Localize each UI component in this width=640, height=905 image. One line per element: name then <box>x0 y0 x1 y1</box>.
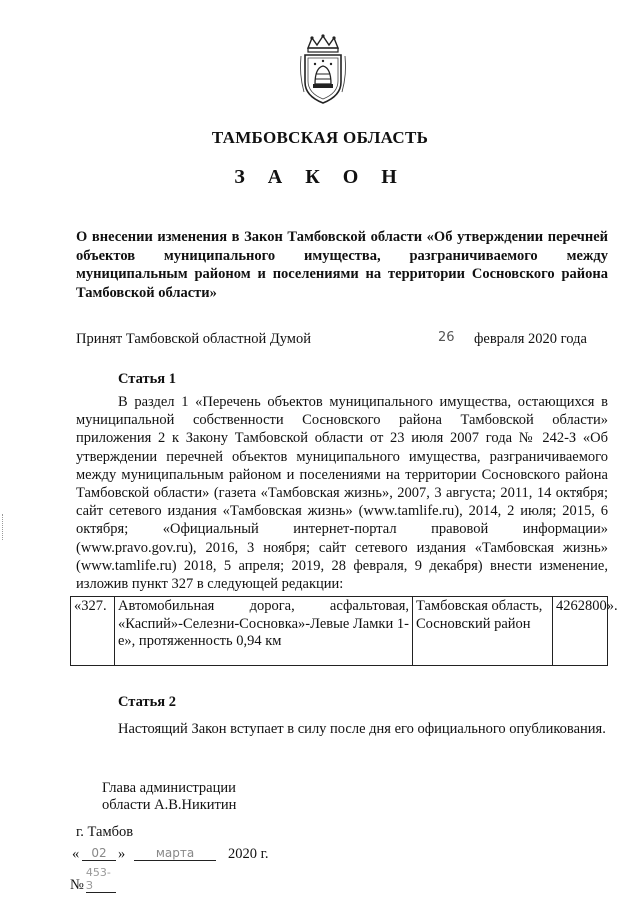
table-cell-location: Тамбовская область, Сосновский район <box>413 597 553 665</box>
region-heading: ТАМБОВСКАЯ ОБЛАСТЬ <box>211 128 429 147</box>
signature-position: Глава администрации <box>102 780 236 796</box>
number-prefix: № <box>70 877 84 893</box>
law-subject-title: О внесении изменения в Закон Тамбовской области «Об утверждении перечней объектов муниципального имущества, разграничиваемого между муниципальным районом и поселениями на территории Сосновского района Тамбовской области» <box>76 229 608 301</box>
margin-scan-marks <box>2 514 6 540</box>
coat-of-arms-emblem <box>298 34 348 106</box>
article-2-text: Настоящий Закон вступает в силу после дня его официального опубликования. <box>118 721 606 737</box>
article-2-title: Статья 2 <box>118 694 176 710</box>
amendment-table <box>70 596 618 666</box>
document-type-heading: З А К О Н <box>234 166 406 188</box>
date-quote-open: « <box>72 846 80 862</box>
table-cell-object: Автомобильная дорога, асфальтовая, «Каспий»-Селезни-Сосновка»-Левые Ламки 1-е», протяженность 0,94 км <box>115 597 413 665</box>
article-1-title: Статья 1 <box>118 371 176 387</box>
table-cell-value: 4262800». <box>556 598 618 614</box>
adoption-date: февраля 2020 года <box>474 331 587 347</box>
table-cell-number: «327. <box>71 597 115 665</box>
law-number: 453-З <box>86 866 116 893</box>
signing-day: 02 <box>82 846 116 861</box>
adopted-by-text: Принят Тамбовской областной Думой <box>76 331 311 347</box>
date-quote-close: » <box>118 846 126 862</box>
adoption-day: 26 <box>438 330 455 345</box>
signature-name: области А.В.Никитин <box>102 797 237 813</box>
place-of-signing: г. Тамбов <box>76 824 134 840</box>
signing-date-line <box>72 846 372 866</box>
signing-year: 2020 г. <box>228 846 269 862</box>
article-1-text: В раздел 1 «Перечень объектов муниципального имущества, остающихся в муниципальной собственности Сосновского района Тамбовской области» приложения 2 к Закону Тамбовской области от 23 июля 2007 года № 242-З «Об утверждении перечней объектов муниципального имущества, разграничиваемого между муниципальным районом и поселениями на территории Сосновского района Тамбовской области» (газета «Тамбовская жизнь», 2007, 3 августа; 2011, 14 октября; сайт сетевого издания «Тамбовская жизнь» (www.tamlife.ru), 2014, 2 июля; 2015, 6 октября; «Официальный интернет-портал правовой информации» (www.pravo.gov.ru), 2016, 3 ноября; сайт сетевого издания «Тамбовская жизнь» (www.tamlife.ru) 2018, 5 апреля; 2019, 28 февраля, 9 декабря) внести изменение, изложив пункт 327 в следующей редакции: <box>76 394 608 593</box>
signing-month: марта <box>134 846 216 861</box>
law-number-line <box>70 866 270 894</box>
signature-block <box>102 780 236 814</box>
adoption-line <box>76 331 606 351</box>
